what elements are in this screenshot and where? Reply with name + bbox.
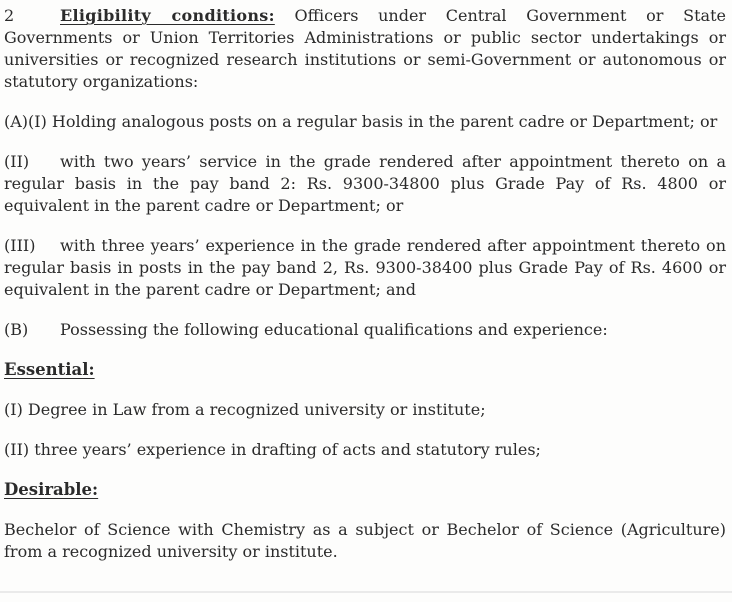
paragraph-text: (A)(I) Holding analogous posts on a regular basis in the parent cadre or Department; or	[4, 112, 718, 131]
heading-desirable	[4, 479, 726, 501]
paragraph-eligibility-conditions	[4, 5, 726, 93]
clause-marker: (III)	[4, 236, 36, 255]
inline-heading-eligibility: Eligibility conditions:	[60, 6, 275, 25]
paragraph-text: Bechelor of Science with Chemistry as a subject or Bechelor of Science (Agriculture) from a recognized university or institute.	[4, 520, 726, 561]
clause-number: 2	[4, 6, 15, 25]
heading-text: Essential:	[4, 360, 95, 379]
clause-marker: (II)	[4, 152, 30, 171]
paragraph-desirable-qualification	[4, 519, 726, 563]
paragraph-text: Officers under Central Government or State Governments or Union Territories Administrations or public sector undertakings or universities or recognized research institutions or semi-Government or autonomous or statutory organizations:	[4, 6, 726, 91]
paragraph-text: with three years’ experience in the grade rendered after appointment thereto on regular basis in posts in the pay band 2, Rs. 9300-38400 plus Grade Pay of Rs. 4600 or equivalent in the parent cadre or Department; and	[4, 236, 726, 299]
paragraph-text: Possessing the following educational qualifications and experience:	[60, 320, 608, 339]
paragraph-text: (II) three years’ experience in drafting of acts and statutory rules;	[4, 440, 541, 459]
paragraph-clause-iii	[4, 235, 726, 301]
paragraph-text: with two years’ service in the grade rendered after appointment thereto on a regular basis in the pay band 2: Rs. 9300-34800 plus Grade Pay of Rs. 4800 or equivalent in the parent cadre or Department; or	[4, 152, 726, 215]
paragraph-clause-b	[4, 319, 726, 341]
paragraph-clause-ii	[4, 151, 726, 217]
clause-marker: (B)	[4, 320, 29, 339]
scan-artifact-line	[0, 591, 732, 593]
paragraph-essential-ii	[4, 439, 726, 461]
heading-essential	[4, 359, 726, 381]
paragraph-text: (I) Degree in Law from a recognized university or institute;	[4, 400, 486, 419]
paragraph-essential-i	[4, 399, 726, 421]
heading-text: Desirable:	[4, 480, 99, 499]
paragraph-clause-a-i	[4, 111, 726, 133]
